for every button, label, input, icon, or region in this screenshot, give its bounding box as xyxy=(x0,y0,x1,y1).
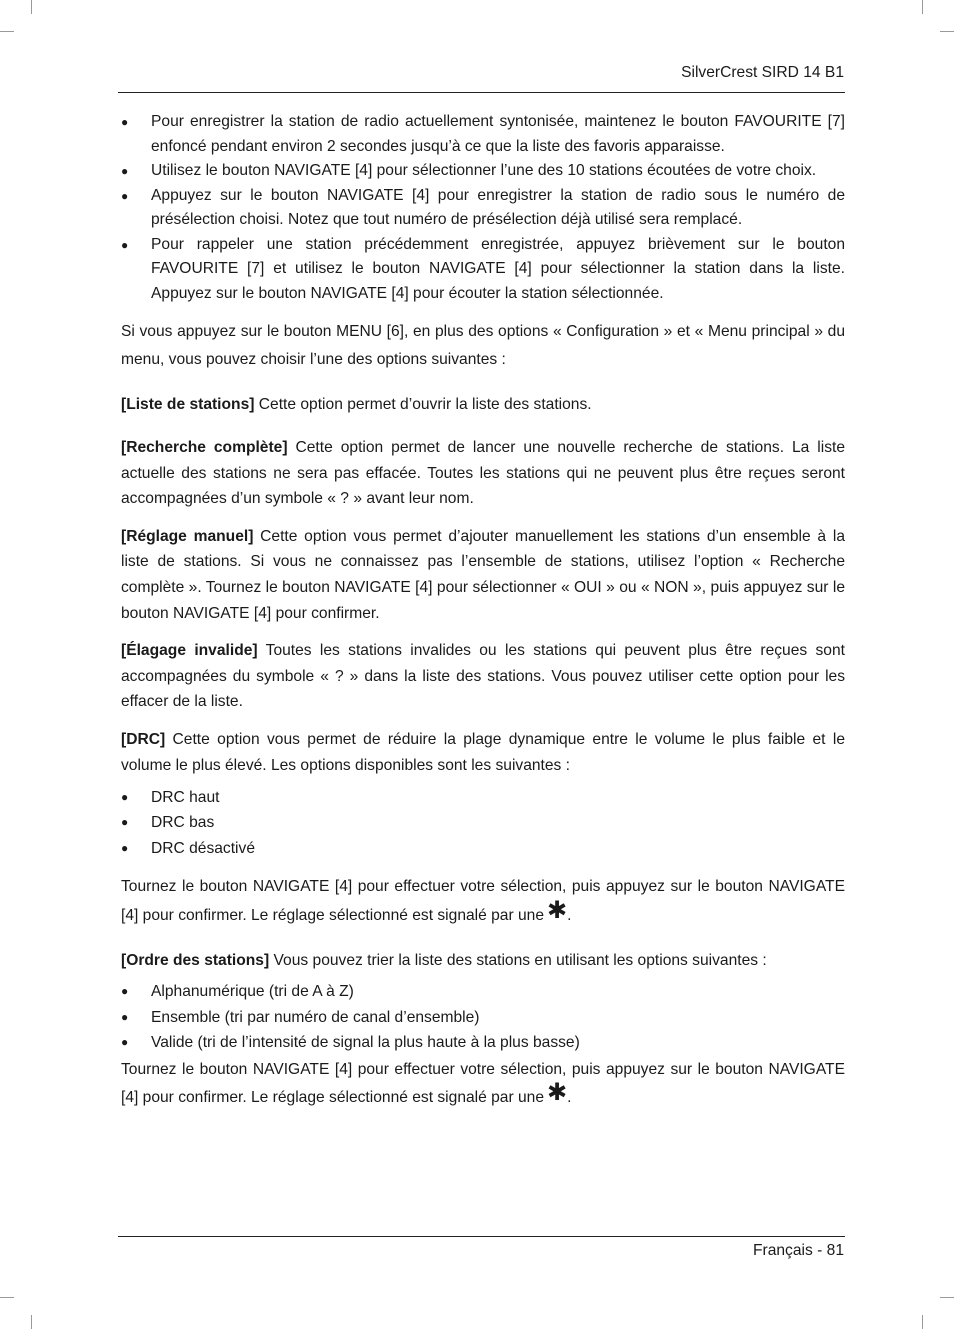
footer-rule xyxy=(118,1236,845,1237)
section-liste: [Liste de stations] Cette option permet d’ouvrir la liste des stations. xyxy=(121,396,592,413)
section-drc: [DRC] Cette option vous permet de réduire la plage dynamique entre le volume le plus faible et le volume le plus élevé. Les options disponibles sont les suivantes : xyxy=(121,730,845,774)
footer-language: Français xyxy=(752,1242,813,1259)
crop-mark xyxy=(0,1297,14,1298)
list-item: ● Valide (tri de l’intensité de signal la plus haute à la plus basse) xyxy=(121,1030,845,1056)
bullet-icon: ● xyxy=(121,164,129,178)
section-term: [Liste de stations] xyxy=(121,396,255,413)
bullet-icon: ● xyxy=(121,984,129,999)
section-term: [Ordre des stations] xyxy=(121,952,270,970)
list-item: ● Ensemble (tri par numéro de canal d’ensemble) xyxy=(121,1005,845,1031)
bullet-icon: ● xyxy=(121,1035,129,1050)
order-options-list xyxy=(121,979,845,1056)
crop-mark xyxy=(922,1315,923,1329)
drc-options-list xyxy=(121,785,845,862)
page-content xyxy=(121,110,845,1113)
bullet-icon: ● xyxy=(121,789,129,804)
star-icon: ✱ xyxy=(547,896,568,924)
bullet-icon: ● xyxy=(121,237,129,252)
favourites-list xyxy=(121,110,845,306)
section-term: [Élagage invalide] xyxy=(121,642,258,660)
list-item: ● Pour enregistrer la station de radio actuellement syntonisée, maintenez le bouton FAVOURITE [7] enfoncé pendant environ 2 secondes jusqu’à ce que la liste des favoris apparaisse. xyxy=(121,110,845,159)
header-rule xyxy=(118,92,845,93)
crop-mark xyxy=(940,31,954,32)
list-item: ● DRC haut xyxy=(121,785,845,811)
star-icon: ✱ xyxy=(547,1079,568,1107)
list-item: ● Appuyez sur le bouton NAVIGATE [4] pour enregistrer la station de radio sous le numéro de présélection choisi. Notez que tout numéro de présélection déjà utilisé sera remplacé. xyxy=(121,184,845,233)
bullet-icon: ● xyxy=(121,815,129,830)
page-header: SilverCrest SIRD 14 B1 xyxy=(681,64,844,81)
section-elagage: [Élagage invalide] Toutes les stations invalides ou les stations qui peuvent plus être reçues sont accompagnées du symbole « ? » dans la liste des stations. Vous pouvez utiliser cette option pour les effacer de la liste. xyxy=(121,642,845,711)
list-item: ● Pour rappeler une station précédemment enregistrée, appuyez brièvement sur le bouton FAVOURITE [7] et utilisez le bouton NAVIGATE [4] pour sélectionner la station dans la liste. Appuyez sur le bouton NAVIGATE [4] pour écouter la station sélectionnée. xyxy=(121,233,845,307)
bullet-icon: ● xyxy=(121,840,129,855)
section-term: [DRC] xyxy=(121,730,166,748)
order-confirm-paragraph: Tournez le bouton NAVIGATE [4] pour effectuer votre sélection, puis appuyez sur le bouton NAVIGATE [4] pour confirmer. Le réglage sélectionné est signalé par une ✱. xyxy=(121,1060,845,1107)
crop-mark xyxy=(31,1315,32,1329)
crop-mark xyxy=(940,1297,954,1298)
section-recherche: [Recherche complète] Cette option permet de lancer une nouvelle recherche de stations. La liste actuelle des stations ne sera pas effacée. Toutes les stations qui ne peuvent plus être reçues seront accompagnées d’un symbole « ? » avant leur nom. xyxy=(121,439,845,507)
drc-confirm-paragraph: Tournez le bouton NAVIGATE [4] pour effectuer votre sélection, puis appuyez sur le bouton NAVIGATE [4] pour confirmer. Le réglage sélectionné est signalé par une ✱. xyxy=(121,878,845,924)
list-item: ● Utilisez le bouton NAVIGATE [4] pour sélectionner l’une des 10 stations écoutées de votre choix. xyxy=(121,159,845,184)
bullet-icon: ● xyxy=(121,1009,129,1024)
crop-mark xyxy=(31,0,32,14)
list-item: ● DRC bas xyxy=(121,810,845,836)
list-item: ● Alphanumérique (tri de A à Z) xyxy=(121,979,845,1005)
section-reglage: [Réglage manuel] Cette option vous permet d’ajouter manuellement les stations d’un ensemble à la liste de stations. Si vous ne connaissez pas l’ensemble de stations, utilisez l’option « Recherche complète ». Tournez le bouton NAVIGATE [4] pour sélectionner « OUI » ou « NON », puis appuyez sur le bouton NAVIGATE [4] pour confirmer. xyxy=(121,527,845,622)
page-footer: Français - 81 xyxy=(752,1242,844,1259)
bullet-icon: ● xyxy=(121,115,129,129)
section-term: [Recherche complète] xyxy=(121,439,288,456)
list-item: ● DRC désactivé xyxy=(121,836,845,862)
crop-mark xyxy=(922,0,923,14)
intro-paragraph: Si vous appuyez sur le bouton MENU [6], en plus des options « Configuration » et « Menu principal » du menu, vous pouvez choisir l’une des options suivantes : xyxy=(121,323,845,368)
page-number: 81 xyxy=(826,1242,844,1259)
section-term: [Réglage manuel] xyxy=(121,527,254,545)
crop-mark xyxy=(0,31,14,32)
section-ordre: [Ordre des stations] Vous pouvez trier la liste des stations en utilisant les options suivantes : xyxy=(121,952,767,970)
bullet-icon: ● xyxy=(121,188,129,203)
